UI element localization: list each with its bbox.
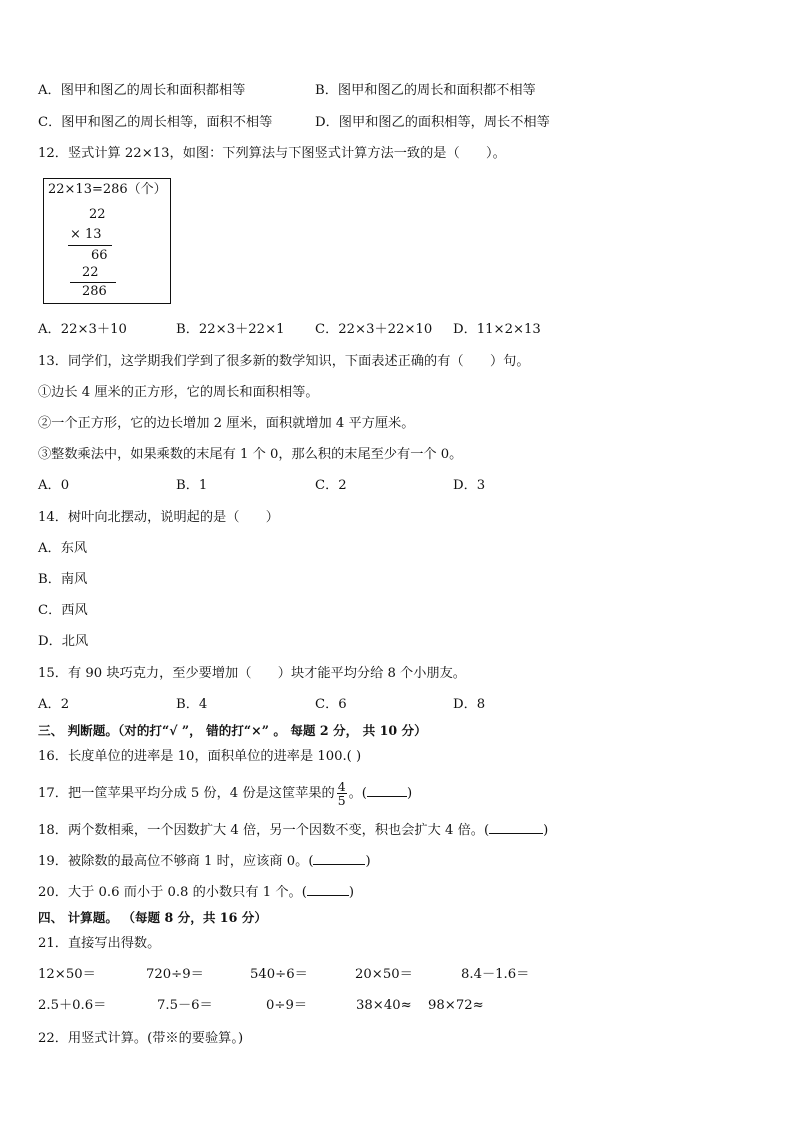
- q19-answer-blank[interactable]: [313, 852, 365, 865]
- q17-paren-close: ): [406, 786, 413, 801]
- q19-line: [38, 852, 371, 871]
- calc-rule-1: [68, 245, 112, 246]
- section-3-title: 三、 判断题。（对的打“√ ”， 错的打“×” 。 每题 2 分， 共 10 分）: [38, 723, 427, 738]
- q14-option-c[interactable]: C．西风: [38, 603, 88, 618]
- q21-expression: 20×50＝: [355, 967, 413, 982]
- q14-option-b[interactable]: B．南风: [38, 572, 88, 587]
- q12-option-a[interactable]: A．22×3＋10: [38, 322, 127, 337]
- q21-expression: 540÷6＝: [250, 967, 308, 982]
- q18-answer-blank[interactable]: [489, 821, 543, 834]
- q19-paren-close: ): [365, 854, 371, 869]
- q12-option-c[interactable]: C．22×3＋22×10: [315, 322, 433, 337]
- q15-option-d[interactable]: D．8: [453, 697, 486, 712]
- q21-expression: 98×72≈: [428, 998, 484, 1013]
- q14-option-a[interactable]: A．东风: [38, 541, 88, 556]
- q21-expression: 2.5＋0.6＝: [38, 998, 107, 1013]
- vertical-calculation-figure: [43, 178, 171, 304]
- q21-stem: 21．直接写出得数。: [38, 936, 161, 951]
- q21-expression: 12×50＝: [38, 967, 96, 982]
- q13-stem: 13．同学们，这学期我们学到了很多新的数学知识，下面表述正确的有（ ）句。: [38, 354, 530, 369]
- q14-option-d[interactable]: D．北风: [38, 634, 89, 649]
- q20-line: [38, 883, 354, 902]
- q14-stem: 14．树叶向北摆动，说明起的是（ ）: [38, 510, 279, 525]
- q15-option-b[interactable]: B．4: [176, 697, 208, 712]
- q19-text: 19．被除数的最高位不够商 1 时，应该商 0。(: [38, 854, 314, 869]
- calc-partial-product-2: 22: [82, 265, 99, 280]
- q13-option-c[interactable]: C．2: [315, 478, 347, 493]
- q13-statement-3: ③整数乘法中，如果乘数的末尾有 1 个 0，那么积的末尾至少有一个 0。: [38, 447, 463, 462]
- q13-statement-2: ②一个正方形，它的边长增加 2 厘米，面积就增加 4 平方厘米。: [38, 416, 415, 431]
- q17-paren-open: 。(: [348, 786, 367, 801]
- q21-expression: 8.4－1.6＝: [461, 967, 530, 982]
- q11-option-d[interactable]: D．图甲和图乙的面积相等，周长不相等: [315, 115, 550, 130]
- calc-partial-product-1: 66: [91, 248, 108, 263]
- calc-multiplier: × 13: [70, 227, 102, 242]
- q13-statement-1: ①边长 4 厘米的正方形，它的周长和面积相等。: [38, 385, 319, 400]
- q12-option-d[interactable]: D．11×2×13: [453, 322, 541, 337]
- fraction-four-fifths: [337, 780, 347, 807]
- q21-expression: 0÷9＝: [266, 998, 308, 1013]
- q17-answer-blank[interactable]: [367, 784, 407, 797]
- q21-expression: 7.5－6＝: [157, 998, 213, 1013]
- q21-expression: 720÷9＝: [146, 967, 204, 982]
- q20-paren-close: ): [348, 885, 355, 900]
- q12-option-b[interactable]: B．22×3＋22×1: [176, 322, 285, 337]
- q13-option-a[interactable]: A．0: [38, 478, 70, 493]
- q13-option-d[interactable]: D．3: [453, 478, 486, 493]
- q20-answer-blank[interactable]: [307, 883, 349, 896]
- q15-stem: 15．有 90 块巧克力，至少要增加（ ）块才能平均分给 8 个小朋友。: [38, 666, 466, 681]
- q11-option-a[interactable]: A．图甲和图乙的周长和面积都相等: [38, 83, 246, 98]
- calc-result: 286: [82, 284, 107, 299]
- q18-paren-close: ): [543, 823, 549, 838]
- fraction-numerator: 4: [337, 779, 346, 794]
- q15-option-c[interactable]: C．6: [315, 697, 347, 712]
- q17-text: 17．把一筐苹果平均分成 5 份，4 份是这筐苹果的: [38, 786, 335, 801]
- q22-stem: 22．用竖式计算。(带※的要验算。): [38, 1031, 244, 1046]
- calc-header: 22×13=286（个）: [48, 182, 167, 197]
- q15-option-a[interactable]: A．2: [38, 697, 70, 712]
- q18-text: 18．两个数相乘，一个因数扩大 4 倍，另一个因数不变，积也会扩大 4 倍。(: [38, 823, 490, 838]
- q21-expression: 38×40≈: [356, 998, 412, 1013]
- q18-line: [38, 821, 548, 840]
- q16-text: 16．长度单位的进率是 10，面积单位的进率是 100.( ): [38, 749, 362, 764]
- fraction-denominator: 5: [337, 793, 346, 808]
- q12-stem: 12．竖式计算 22×13，如图：下列算法与下图竖式计算方法一致的是（ ）。: [38, 146, 506, 161]
- q17-line: [38, 776, 412, 812]
- q20-text: 20．大于 0.6 而小于 0.8 的小数只有 1 个。(: [38, 885, 307, 900]
- q11-option-b[interactable]: B．图甲和图乙的周长和面积都不相等: [315, 83, 536, 98]
- calc-rule-2: [70, 282, 116, 283]
- q11-option-c[interactable]: C．图甲和图乙的周长相等，面积不相等: [38, 115, 273, 130]
- q13-option-b[interactable]: B．1: [176, 478, 208, 493]
- section-4-title: 四、 计算题。 （每题 8 分，共 16 分）: [38, 910, 267, 925]
- calc-multiplicand: 22: [89, 207, 106, 222]
